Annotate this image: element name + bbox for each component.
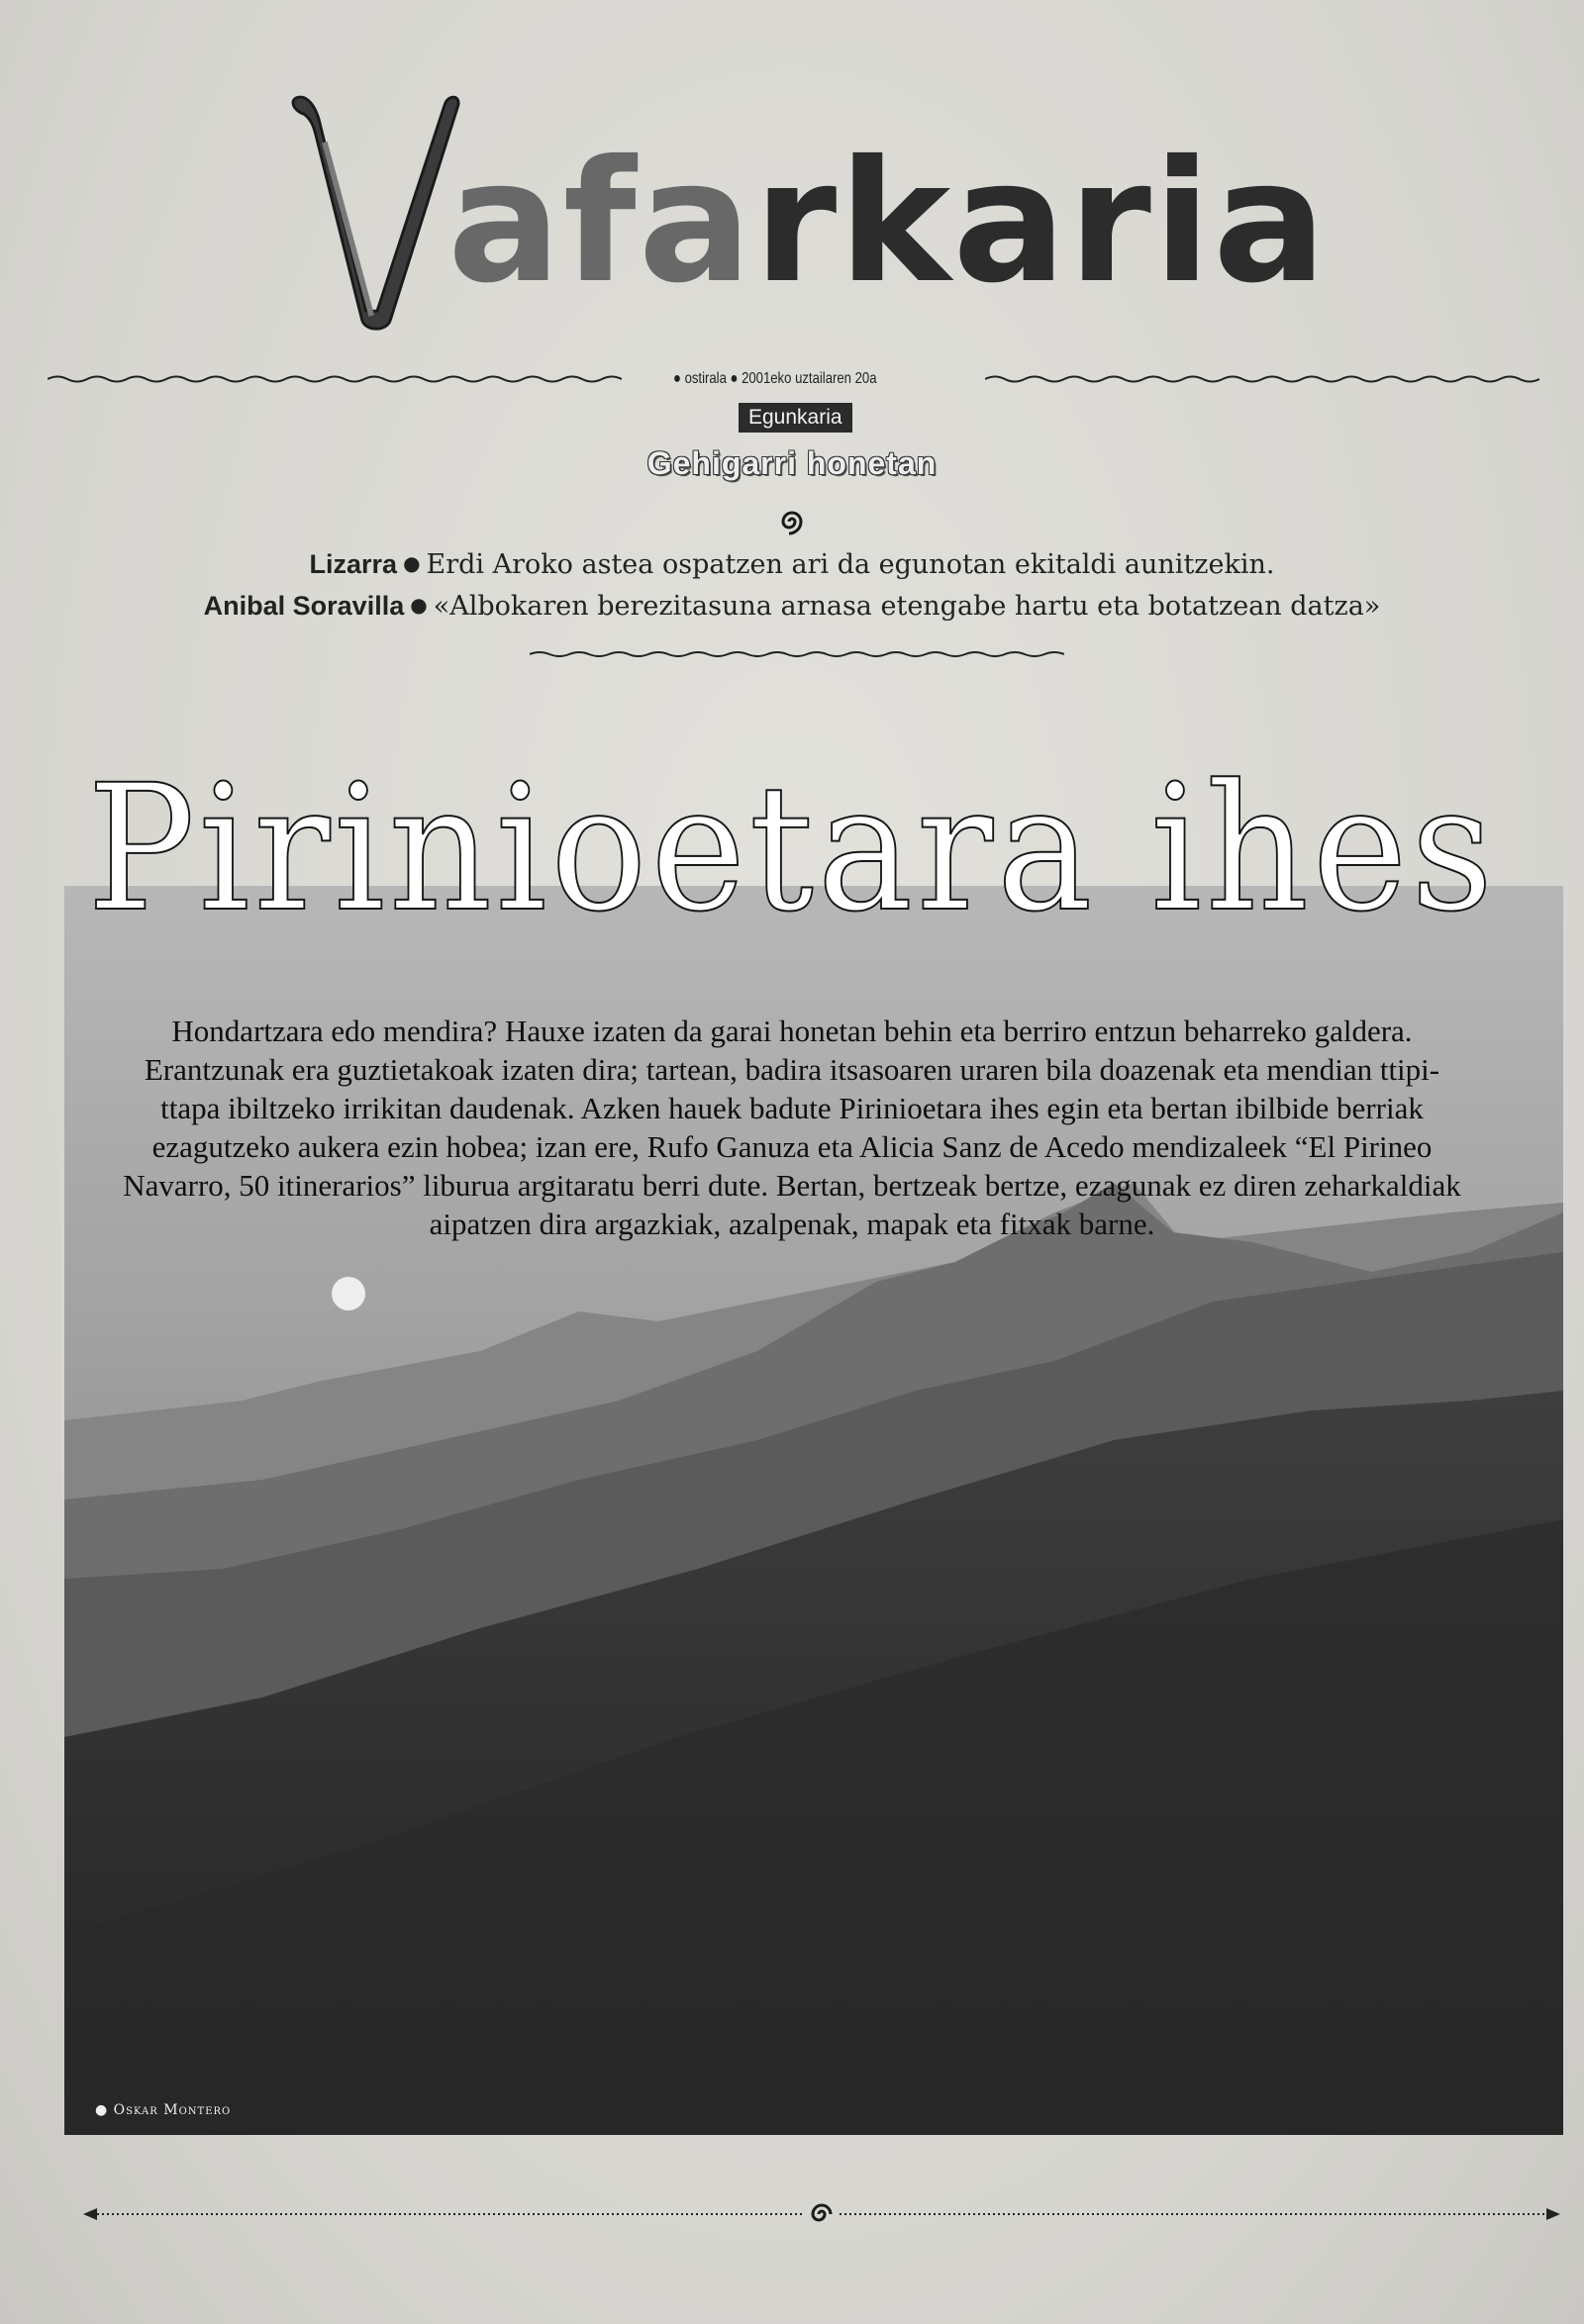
logo-letter-n <box>287 79 465 337</box>
publisher-tag: Egunkaria <box>739 403 852 433</box>
contents-heading: Gehigarri honetan <box>646 445 938 481</box>
footer-rule <box>79 2199 1564 2229</box>
body-line: Hondartzara edo mendira? Hauxe izaten da garai honetan behin eta berriro entzun beharreko galdera. <box>171 1014 1413 1048</box>
body-line: aipatzen dira argazkiak, azalpenak, mapak eta fitxak barne. <box>429 1207 1155 1241</box>
bullet-icon: ● <box>410 593 428 617</box>
feature-body <box>69 1012 1515 1243</box>
contents-rule <box>530 647 1064 661</box>
body-line: ttapa ibiltzeko irrikitan daudenak. Azken hauek badute Pirinioetara ihes egin eta bertan ibilbide berriak <box>160 1091 1424 1125</box>
contents-item-text: Erdi Aroko astea ospatzen ari da egunotan ekitaldi aunitzekin. <box>426 549 1275 580</box>
contents-item-keyword: Anibal Soravilla <box>203 591 405 621</box>
masthead-wordmark: afarkaria <box>447 125 1329 321</box>
contents-item-text: «Albokaren berezitasuna arnasa etengabe hartu eta botatzean datza» <box>433 591 1381 622</box>
bullet-icon: ● <box>403 551 421 575</box>
masthead-rule-right <box>985 372 1539 386</box>
feature-headline: Pirinioetara ihes <box>87 747 1497 950</box>
body-line: ezagutzeko aukera ezin hobea; izan ere, Rufo Ganuza eta Alicia Sanz de Acedo mendizaleek “El Pirineo <box>151 1129 1433 1164</box>
photo-credit: ● Oskar Montero <box>95 2102 232 2118</box>
masthead-logo <box>287 79 1376 346</box>
contents-item <box>0 591 1584 622</box>
contents-item <box>0 549 1584 580</box>
spiral-icon <box>775 505 809 538</box>
body-line: Navarro, 50 itinerarios” liburua argitaratu berri dute. Bertan, bertzeak bertze, ezagunak ez diren zeharkaldiak <box>123 1168 1461 1203</box>
dateline: ● ostirala ● 2001eko uztailaren 20a <box>673 370 877 387</box>
body-line: Erantzunak era guztietakoak izaten dira; tartean, badira itsasoaren uraren bila doazenak eta mendian ttipi- <box>144 1052 1440 1087</box>
masthead-rule-left <box>48 372 622 386</box>
contents-item-keyword: Lizarra <box>309 549 398 579</box>
